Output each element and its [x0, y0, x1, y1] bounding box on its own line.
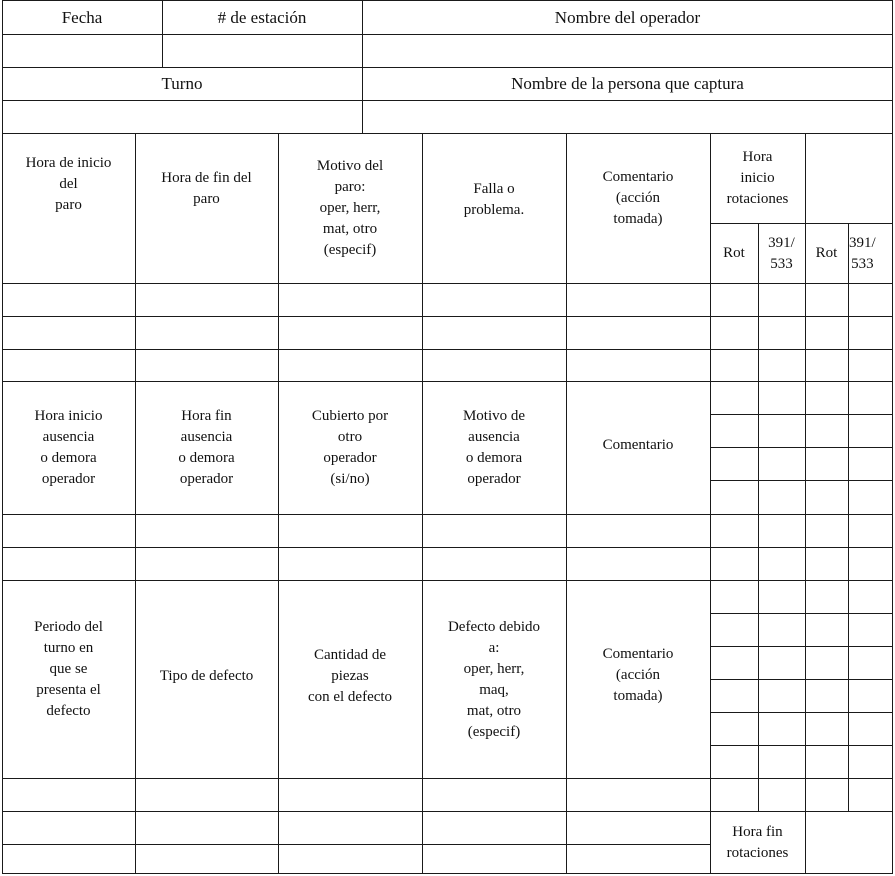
fecha-input[interactable] [3, 35, 162, 67]
falla-header: Falla o problema. [463, 180, 525, 218]
tipo-defecto-header: Tipo de defecto [159, 668, 254, 684]
estacion-label: # de estación [217, 7, 307, 27]
capturista-label: Nombre de la persona que captura [511, 74, 744, 93]
paro-entry-row[interactable] [3, 317, 710, 349]
capturista-input[interactable] [363, 101, 892, 133]
defecto-entry-row[interactable] [3, 779, 710, 811]
ausencia-comentario-header: Comentario [602, 436, 674, 453]
periodo-header: Periodo del turno en que se presenta el defecto [34, 619, 103, 719]
ausencia-hora-fin-header: Hora fin ausencia o demora operador [178, 408, 235, 487]
turno-input[interactable] [3, 101, 362, 133]
code-2-header: 391/ 533 [849, 234, 876, 272]
paro-motivo-header: Motivo del paro: oper, herr, mat, otro (especif) [316, 158, 384, 258]
ausencia-entry-row[interactable] [3, 515, 710, 547]
operador-label: Nombre del operador [554, 7, 701, 27]
hora-fin-rotaciones-header: Hora fin rotaciones [726, 823, 789, 861]
turno-label: Turno [161, 74, 203, 93]
cubierto-header: Cubierto por otro operador (si/no) [311, 408, 389, 487]
fecha-label: Fecha [61, 7, 103, 27]
causa-defecto-header: Defecto debido a: oper, herr, maq, mat, otro (especif) [447, 618, 541, 740]
paro-entry-row[interactable] [3, 284, 710, 316]
defecto-comentario-header: Comentario (acción tomada) [602, 646, 674, 704]
rotaciones-entry-grid[interactable] [711, 284, 892, 811]
paro-hora-inicio-header: Hora de inicio del paro [25, 154, 112, 213]
ausencia-hora-inicio-header: Hora inicio ausencia o demora operador [34, 408, 103, 487]
paro-comentario-header: Comentario (acción tomada) [602, 169, 674, 227]
rot-1-header: Rot [723, 245, 745, 261]
operator-log-form [2, 0, 893, 874]
defecto-entry-row[interactable] [3, 845, 710, 873]
ausencia-motivo-header: Motivo de ausencia o demora operador [462, 408, 526, 487]
estacion-input[interactable] [163, 35, 362, 67]
cantidad-header: Cantidad de piezas con el defecto [307, 647, 393, 705]
code-1-header: 391/ 533 [768, 234, 795, 272]
paro-hora-fin-header: Hora de fin del paro [161, 170, 252, 207]
defecto-entry-row[interactable] [3, 812, 710, 844]
ausencia-entry-row[interactable] [3, 548, 710, 580]
paro-entry-row[interactable] [3, 350, 710, 381]
operador-input[interactable] [363, 35, 892, 67]
hora-inicio-rotaciones-header: Hora inicio rotaciones [726, 149, 789, 207]
rot-2-header: Rot [815, 245, 838, 261]
border-right [892, 0, 893, 874]
